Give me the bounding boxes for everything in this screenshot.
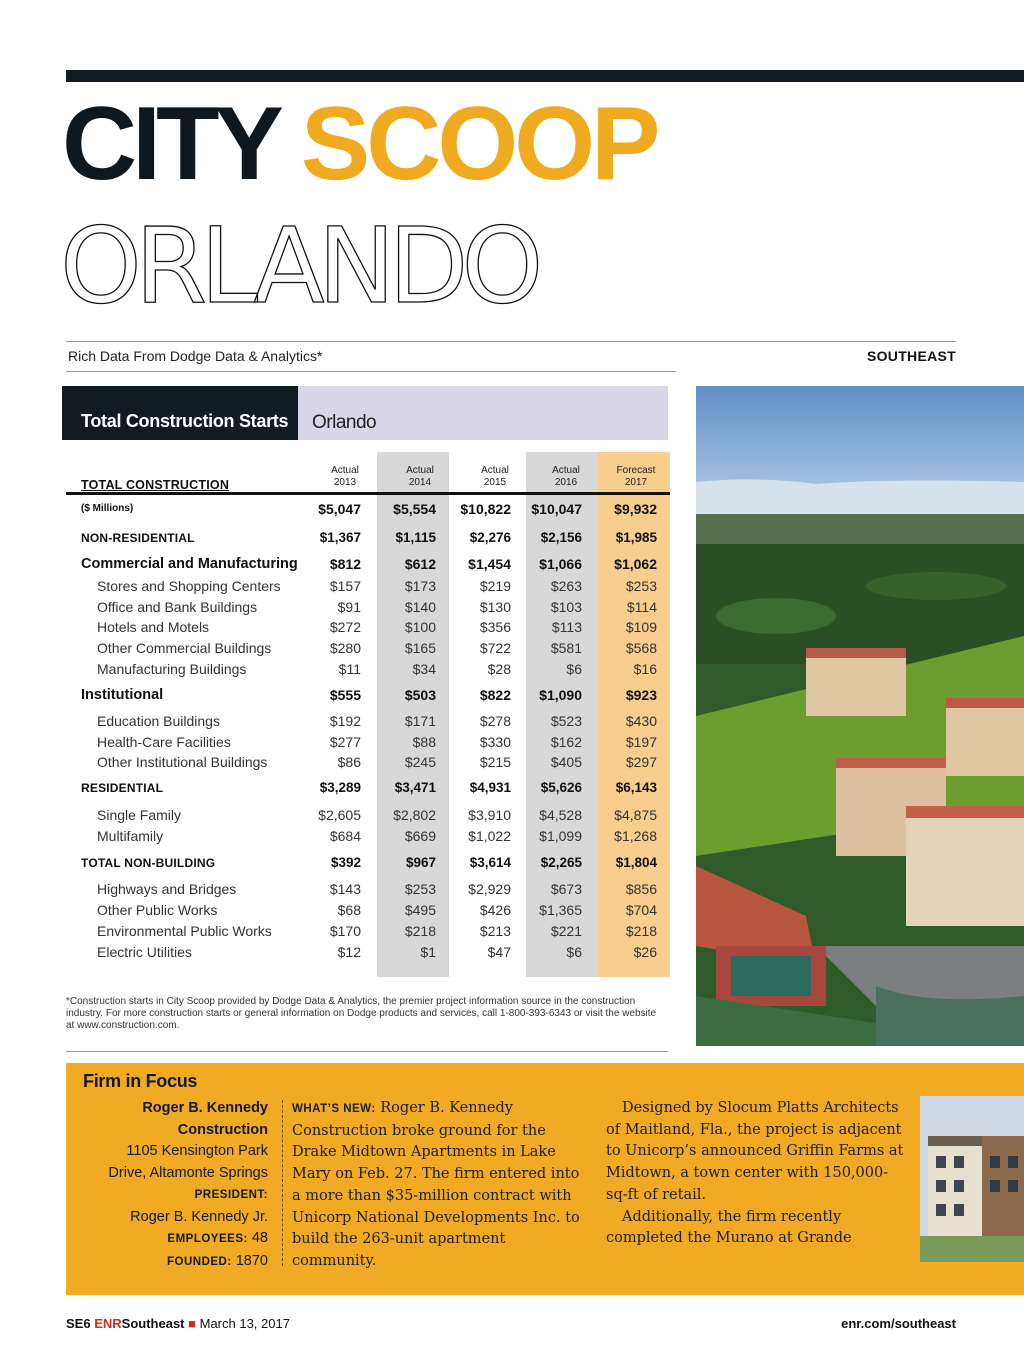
employees-value: 48: [251, 1230, 268, 1247]
row-value: $162: [550, 734, 582, 750]
row-label: Health-Care Facilities: [97, 734, 231, 750]
table-location: Orlando: [312, 412, 377, 433]
row-value: $34: [412, 661, 436, 677]
row-value: $215: [479, 754, 511, 770]
row-value: $277: [329, 734, 361, 750]
table-heading: Total Construction Starts: [62, 386, 298, 440]
row-value: $4,931: [469, 780, 511, 795]
row-label: TOTAL NON-BUILDING: [81, 856, 216, 870]
row-value: $673: [550, 881, 582, 897]
firm-address: 1105 Kensington Park: [126, 1143, 268, 1160]
column-header-type: Actual: [552, 465, 580, 476]
row-label: Commercial and Manufacturing: [81, 556, 298, 572]
row-value: $253: [404, 881, 436, 897]
column-header-year: 2017: [624, 477, 648, 488]
header-rule: [66, 492, 670, 495]
region-label: SOUTHEAST: [866, 348, 956, 364]
page-number: SE6: [66, 1316, 91, 1331]
column-header-year: 2013: [333, 477, 357, 488]
issue-date: March 13, 2017: [199, 1316, 290, 1331]
row-value: $88: [412, 734, 436, 750]
row-value: $3,614: [469, 855, 511, 870]
column-header-type: Actual: [406, 465, 434, 476]
row-value: $114: [626, 599, 657, 615]
row-value: $11: [338, 661, 361, 677]
row-value: $6: [566, 944, 582, 960]
row-value: $9,932: [614, 501, 657, 517]
row-label: Institutional: [81, 687, 164, 703]
row-value: $856: [625, 881, 657, 897]
row-value: $219: [479, 578, 511, 594]
employees-label: EMPLOYEES:: [167, 1233, 248, 1246]
row-value: $68: [337, 902, 361, 918]
table-heading-bar: [62, 386, 668, 440]
row-value: $272: [329, 619, 361, 635]
row-value: $86: [337, 754, 361, 770]
row-value: $1,115: [395, 530, 436, 545]
row-value: $218: [404, 923, 436, 939]
firm-name-2: Construction: [177, 1121, 268, 1138]
row-value: $2,802: [393, 807, 436, 823]
row-value: $1: [420, 944, 436, 960]
footer-url[interactable]: enr.com/southeast: [841, 1316, 956, 1331]
row-value: $221: [550, 923, 582, 939]
page-footer: [66, 1316, 290, 1331]
column-header-year: 2015: [483, 477, 507, 488]
row-value: $245: [404, 754, 436, 770]
row-value: $356: [479, 619, 511, 635]
row-value: $1,365: [539, 902, 582, 918]
row-value: $684: [329, 828, 361, 844]
row-value: $130: [479, 599, 511, 615]
row-value: $2,929: [468, 881, 511, 897]
column-header: [600, 465, 672, 489]
row-value: $612: [404, 556, 436, 572]
row-label: Manufacturing Buildings: [97, 661, 247, 677]
row-value: $1,804: [615, 855, 657, 870]
row-value: $47: [487, 944, 511, 960]
president-label: PRESIDENT:: [194, 1188, 268, 1201]
whats-new-label: WHAT’S NEW:: [292, 1103, 376, 1115]
row-value: $704: [625, 902, 657, 918]
row-value: $1,090: [539, 687, 582, 703]
title-orlando: ORLANDO: [60, 205, 537, 327]
row-value: $5,554: [393, 501, 436, 517]
column-header: [309, 465, 381, 489]
row-value: $405: [550, 754, 582, 770]
row-value: $1,454: [468, 556, 511, 572]
row-value: $330: [479, 734, 511, 750]
column-header-type: Actual: [331, 465, 359, 476]
row-value: $426: [479, 902, 511, 918]
firm-article-col1: [292, 1098, 592, 1273]
row-label: Highways and Bridges: [97, 881, 237, 897]
row-value: $3,910: [468, 807, 511, 823]
row-value: $923: [625, 687, 657, 703]
row-value: $6,143: [615, 780, 657, 795]
aerial-photo: [696, 386, 1024, 1046]
row-value: $1,066: [539, 556, 582, 572]
row-label: Electric Utilities: [97, 944, 192, 960]
row-value: $171: [404, 713, 436, 729]
row-value: $2,276: [469, 530, 511, 545]
row-value: $4,875: [614, 807, 657, 823]
row-value: $10,047: [531, 501, 582, 517]
row-value: $253: [625, 578, 657, 594]
row-value: $967: [405, 855, 436, 870]
row-label: Other Institutional Buildings: [97, 754, 268, 770]
firm-name: Roger B. Kennedy: [142, 1100, 268, 1116]
article-paragraph-2: Additionally, the firm recently completed the Murano at Grande: [606, 1208, 852, 1247]
top-rule: [66, 70, 1024, 82]
row-value: $669: [404, 828, 436, 844]
row-value: $91: [337, 599, 361, 615]
row-value: $722: [479, 640, 511, 656]
row-value: $1,268: [614, 828, 657, 844]
firm-details: [66, 1098, 268, 1274]
row-label: Single Family: [97, 807, 182, 823]
brand-enr: ENR: [94, 1316, 122, 1331]
row-value: $28: [487, 661, 511, 677]
column-header-year: 2016: [554, 477, 578, 488]
row-label: Multifamily: [97, 828, 164, 844]
row-label: ($ Millions): [81, 503, 134, 514]
title-city: CITY: [62, 86, 279, 202]
founded-value: 1870: [235, 1252, 268, 1269]
column-header: [459, 465, 531, 489]
column-header: [384, 465, 456, 489]
column-header-year: 2014: [408, 477, 432, 488]
president-name: Roger B. Kennedy Jr.: [130, 1208, 268, 1225]
row-value: $503: [404, 687, 436, 703]
row-value: $165: [404, 640, 436, 656]
row-value: $113: [551, 619, 582, 635]
row-value: $430: [625, 713, 657, 729]
row-value: $26: [633, 944, 657, 960]
row-value: $495: [404, 902, 436, 918]
row-value: $1,985: [615, 530, 657, 545]
row-value: $16: [633, 661, 657, 677]
row-value: $555: [329, 687, 361, 703]
building-rendering: [920, 1096, 1024, 1262]
row-value: $812: [329, 556, 361, 572]
row-value: $1,367: [319, 530, 361, 545]
article-paragraph: Designed by Slocum Platts Architects of Maitland, Fla., the project is adjacent to Unicorp’s announced Griffin Farms at Midtown, a town center with 150,000-sq-ft of retail.: [606, 1100, 904, 1203]
row-label: Other Public Works: [97, 902, 218, 918]
column-divider: [282, 1100, 283, 1266]
brand-southeast: Southeast: [121, 1316, 185, 1331]
row-value: $143: [329, 881, 361, 897]
row-value: $140: [404, 599, 436, 615]
row-label: Education Buildings: [97, 713, 220, 729]
row-value: $12: [337, 944, 361, 960]
row-value: $100: [404, 619, 436, 635]
row-value: $5,047: [318, 501, 361, 517]
row-value: $197: [625, 734, 657, 750]
column-header-type: Forecast: [616, 465, 656, 476]
firm-heading: Firm in Focus: [83, 1071, 198, 1091]
masthead-title: [62, 86, 657, 202]
row-label: Other Commercial Buildings: [97, 640, 272, 656]
row-value: $10,822: [460, 501, 511, 517]
row-label: Environmental Public Works: [97, 923, 272, 939]
divider: [66, 371, 676, 372]
row-value: $109: [625, 619, 657, 635]
footnote: *Construction starts in City Scoop provided by Dodge Data & Analytics, the premier project information source in the construction industry. For more construction starts or general information on Dodge products and services, call 1-800-393-6343 or visit the website at www.construction.com.: [66, 996, 657, 1031]
row-value: $213: [479, 923, 511, 939]
whats-new-text: Roger B. Kennedy Construction broke ground for the Drake Midtown Apartments in Lake Mary on Feb. 27. The firm entered into a more than $35-million contract with Unicorp National Developments Inc. to build the 263-unit apartment community.: [292, 1100, 580, 1269]
row-label: Office and Bank Buildings: [97, 599, 258, 615]
row-value: $297: [625, 754, 657, 770]
firm-address-2: Drive, Altamonte Springs: [108, 1165, 268, 1182]
row-value: $3,289: [319, 780, 361, 795]
title-scoop: SCOOP: [300, 86, 657, 202]
row-value: $173: [404, 578, 436, 594]
row-value: $5,626: [540, 780, 582, 795]
row-value: $523: [550, 713, 582, 729]
row-label: Hotels and Motels: [97, 619, 210, 635]
row-value: $170: [329, 923, 361, 939]
divider: [66, 1051, 668, 1052]
row-value: $157: [329, 578, 361, 594]
row-value: $2,156: [540, 530, 582, 545]
row-value: $581: [550, 640, 582, 656]
row-label: RESIDENTIAL: [81, 781, 164, 795]
row-value: $6: [566, 661, 582, 677]
row-value: $280: [329, 640, 361, 656]
column-header: [530, 465, 602, 489]
row-value: $3,471: [394, 780, 436, 795]
row-value: $2,605: [318, 807, 361, 823]
row-value: $192: [329, 713, 361, 729]
row-value: $568: [625, 640, 657, 656]
row-value: $1,062: [614, 556, 657, 572]
row-label: NON-RESIDENTIAL: [81, 531, 195, 545]
row-value: $1,099: [539, 828, 582, 844]
row-value: $278: [479, 713, 511, 729]
row-value: $263: [550, 578, 582, 594]
square-icon: ■: [188, 1316, 196, 1331]
founded-label: FOUNDED:: [167, 1255, 232, 1268]
row-value: $1,022: [468, 828, 511, 844]
column-header-type: Actual: [481, 465, 509, 476]
subtitle: Rich Data From Dodge Data & Analytics*: [68, 348, 323, 364]
firm-in-focus: [66, 1063, 1024, 1295]
row-value: $218: [625, 923, 657, 939]
divider: [66, 341, 956, 342]
row-value: $4,528: [539, 807, 582, 823]
row-value: $822: [479, 687, 511, 703]
row-value: $2,265: [540, 855, 582, 870]
total-construction-label: TOTAL CONSTRUCTION: [81, 478, 230, 492]
row-value: $392: [330, 855, 361, 870]
row-label: Stores and Shopping Centers: [97, 578, 281, 594]
row-value: $103: [550, 599, 582, 615]
firm-article-col2: [606, 1098, 906, 1250]
